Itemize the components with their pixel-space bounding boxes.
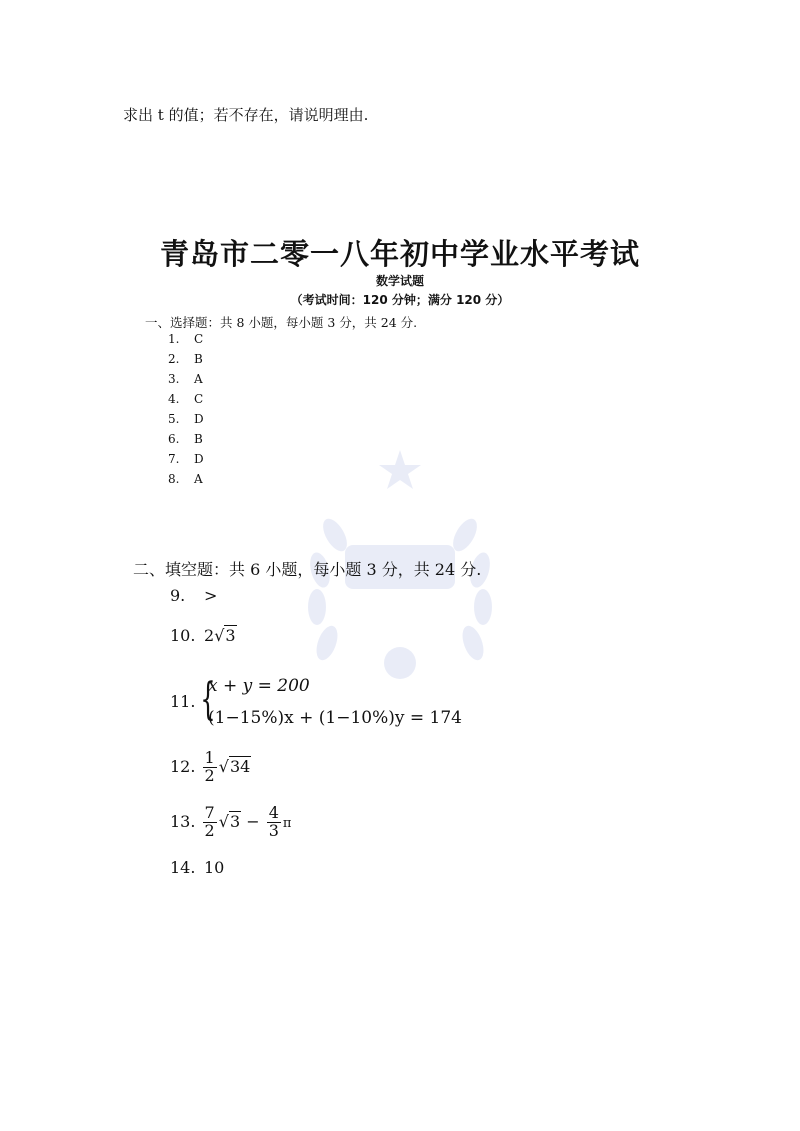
fraction: $\frac{7}{2}$ <box>204 803 215 840</box>
list-item: 6. B <box>168 432 203 446</box>
page-title: 青岛市二零一八年初中学业水平考试 <box>159 237 640 271</box>
page-subtitle: 数学试题 <box>375 274 424 288</box>
list-item: 1. C <box>168 332 204 346</box>
sqrt-expression: √3 <box>218 811 241 831</box>
list-item: 2. B <box>168 352 203 366</box>
answer-13: 13. $\frac{7}{2}$ √3 − $\frac{4}{3}$ π <box>170 803 292 840</box>
list-item: 4. C <box>168 392 204 406</box>
sqrt-expression: √34 <box>218 756 251 776</box>
answer-12: 12. $\frac{1}{2}$ √34 <box>170 748 251 785</box>
answer-11: 11. { x + y = 200 (1−15%)x + (1−10%)y = 174 <box>170 674 462 728</box>
fraction: $\frac{4}{3}$ <box>268 803 279 840</box>
intro-text: 求出 t 的值；若不存在，请说明理由. <box>123 106 369 124</box>
list-item: 5. D <box>168 412 204 426</box>
brace-symbol: { <box>200 674 216 725</box>
list-item: 8. A <box>168 472 203 486</box>
answer-14: 14. 10 <box>170 858 225 877</box>
equation-2: (1−15%)x + (1−10%)y = 174 <box>208 708 462 728</box>
list-item: 3. A <box>168 372 203 386</box>
exam-info: （考试时间：120 分钟；满分 120 分） <box>290 293 510 307</box>
answer-10: 10. 2√3 <box>170 626 236 645</box>
equation-1: x + y = 200 <box>208 676 310 696</box>
sqrt-expression: √3 <box>214 626 236 645</box>
pi-symbol: π <box>282 815 292 831</box>
fraction: $\frac{1}{2}$ <box>204 748 215 785</box>
answer-9: 9. > <box>170 586 218 605</box>
section2-heading: 二、填空题：共 6 小题，每小题 3 分，共 24 分. <box>133 560 482 579</box>
section1-heading: 一、选择题：共 8 小题，每小题 3 分，共 24 分. <box>145 315 418 330</box>
list-item: 7. D <box>168 452 204 466</box>
